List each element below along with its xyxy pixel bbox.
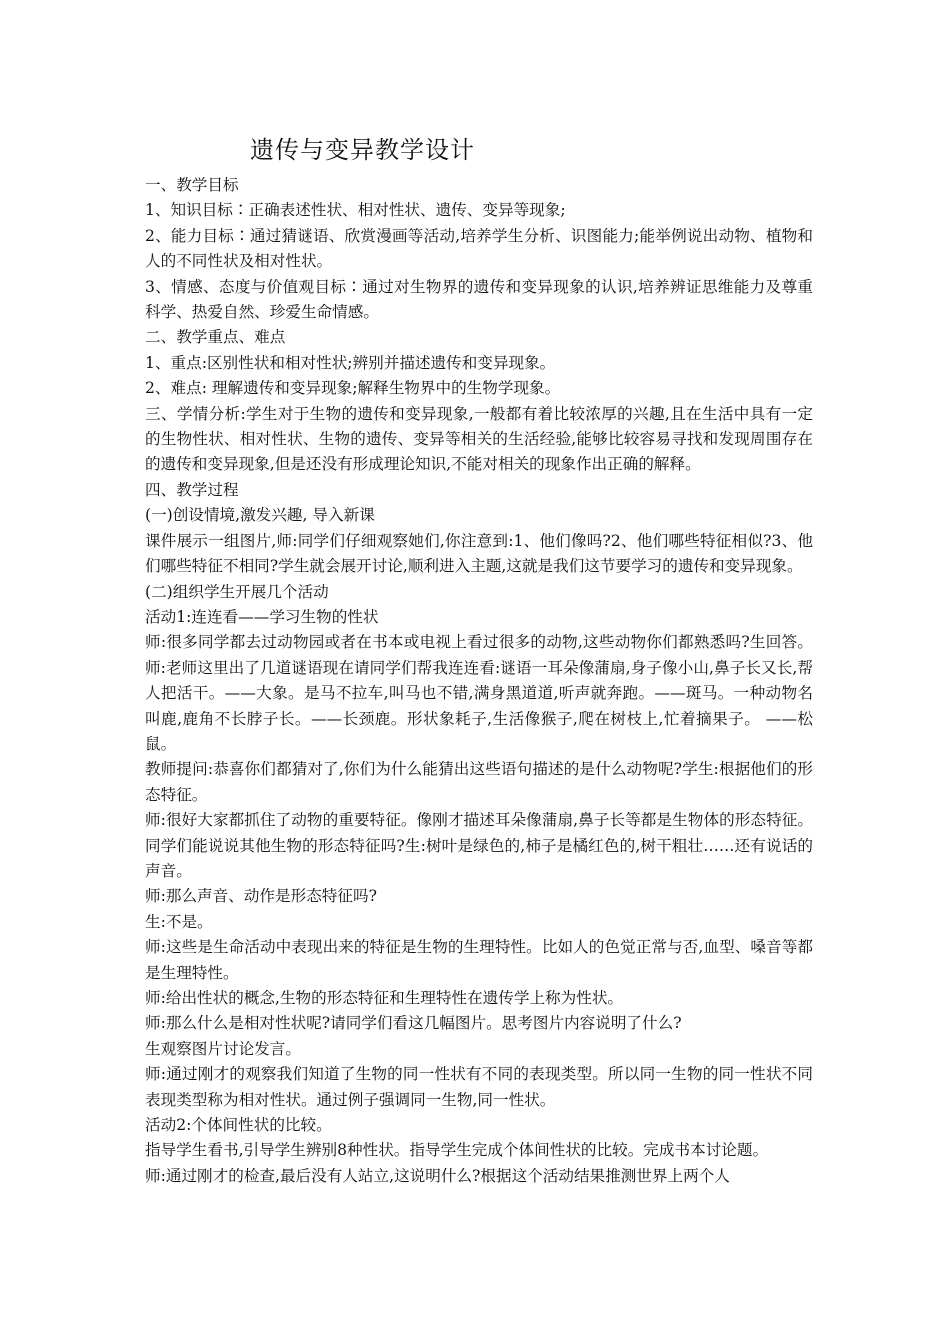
paragraph: 师:通过刚才的检查,最后没有人站立,这说明什么?根据这个活动结果推测世界上两个人 (145, 1166, 730, 1185)
paragraph: 指导学生看书,引导学生辨别8种性状。指导学生完成个体间性状的比较。完成书本讨论题。 (145, 1141, 769, 1160)
paragraph: 三、学情分析:学生对于生物的遗传和变异现象,一般都有着比较浓厚的兴趣,且在生活中具有一定的生物性状、相对性状、生物的遗传、变异等相关的生活经验,能够比较容易寻找和发现周围存在的遗传和变异现象,但是还没有形成理论知识,不能对相关的现象作出正确的解释。 (145, 404, 813, 474)
paragraph: 教师提问:恭喜你们都猜对了,你们为什么能猜出这些语句描述的是什么动物呢?学生:根据他们的形态特征。 (145, 760, 813, 804)
paragraph: 师:很好大家都抓住了动物的重要特征。像刚才描述耳朵像蒲扇,鼻子长等都是生物体的形态特征。同学们能说说其他生物的形态特征吗?生:树叶是绿色的,柿子是橘红色的,树干粗壮……还有说话的声音。 (145, 811, 813, 880)
paragraph: 1、知识目标∶正确表述性状、相对性状、遗传、变异等现象; (145, 201, 566, 220)
paragraph: 师:那么什么是相对性状呢?请同学们看这几幅图片。思考图片内容说明了什么? (145, 1014, 682, 1033)
paragraph: 二、教学重点、难点 (145, 328, 286, 347)
document-body (145, 173, 813, 1189)
paragraph: 师:很多同学都去过动物园或者在书本或电视上看过很多的动物,这些动物你们都熟悉吗?生回答。师:老师这里出了几道谜语现在请同学们帮我连连看:谜语一耳朵像蒲扇,身子像小山,鼻子长又长,帮人把活干。——大象。是马不拉车,叫马也不错,满身黑道道,听声就奔跑。——斑马。一种动物名叫鹿,鹿角不长脖子长。——长颈鹿。形状象耗子,生活像猴子,爬在树枝上,忙着摘果子。 ——松鼠。 (145, 633, 813, 753)
paragraph: 活动2:个体间性状的比较。 (145, 1116, 332, 1135)
paragraph: 师:通过刚才的观察我们知道了生物的同一性状有不同的表现类型。所以同一生物的同一性状不同表现类型称为相对性状。通过例子强调同一生物,同一性状。 (145, 1065, 813, 1109)
paragraph: (一)创设情境,激发兴趣, 导入新课 (145, 506, 375, 525)
paragraph: 活动1:连连看——学习生物的性状 (145, 607, 379, 626)
paragraph: 师:给出性状的概念,生物的形态特征和生理特性在遗传学上称为性状。 (145, 989, 624, 1007)
paragraph: 2、难点: 理解遗传和变异现象;解释生物界中的生物学现象。 (145, 379, 561, 398)
paragraph: 四、教学过程 (145, 480, 239, 499)
paragraph: 生:不是。 (145, 912, 213, 931)
document-title: 遗传与变异教学设计 (250, 136, 475, 164)
paragraph: 生观察图片讨论发言。 (145, 1039, 301, 1058)
paragraph: 师:这些是生命活动中表现出来的特征是生物的生理特性。比如人的色觉正常与否,血型、嗓音等都是生理特性。 (145, 938, 813, 982)
paragraph: 课件展示一组图片,师:同学们仔细观察她们,你注意到:1、他们像吗?2、他们哪些特征相似?3、他们哪些特征不相同?学生就会展开讨论,顺利进入主题,这就是我们这节要学习的遗传和变异现象。 (145, 531, 813, 576)
paragraph: 2、能力目标∶通过猜谜语、欣赏漫画等活动,培养学生分析、识图能力;能举例说出动物、植物和人的不同性状及相对性状。 (145, 226, 813, 271)
paragraph: 师:那么声音、动作是形态特征吗? (145, 887, 377, 906)
paragraph: (二)组织学生开展几个活动 (145, 582, 329, 601)
paragraph: 一、教学目标 (145, 176, 239, 194)
paragraph: 3、情感、态度与价值观目标∶通过对生物界的遗传和变异现象的认识,培养辨证思维能力及尊重科学、热爱自然、珍爱生命情感。 (145, 277, 813, 322)
paragraph: 1、重点:区别性状和相对性状;辨别并描述遗传和变异现象。 (145, 353, 556, 372)
